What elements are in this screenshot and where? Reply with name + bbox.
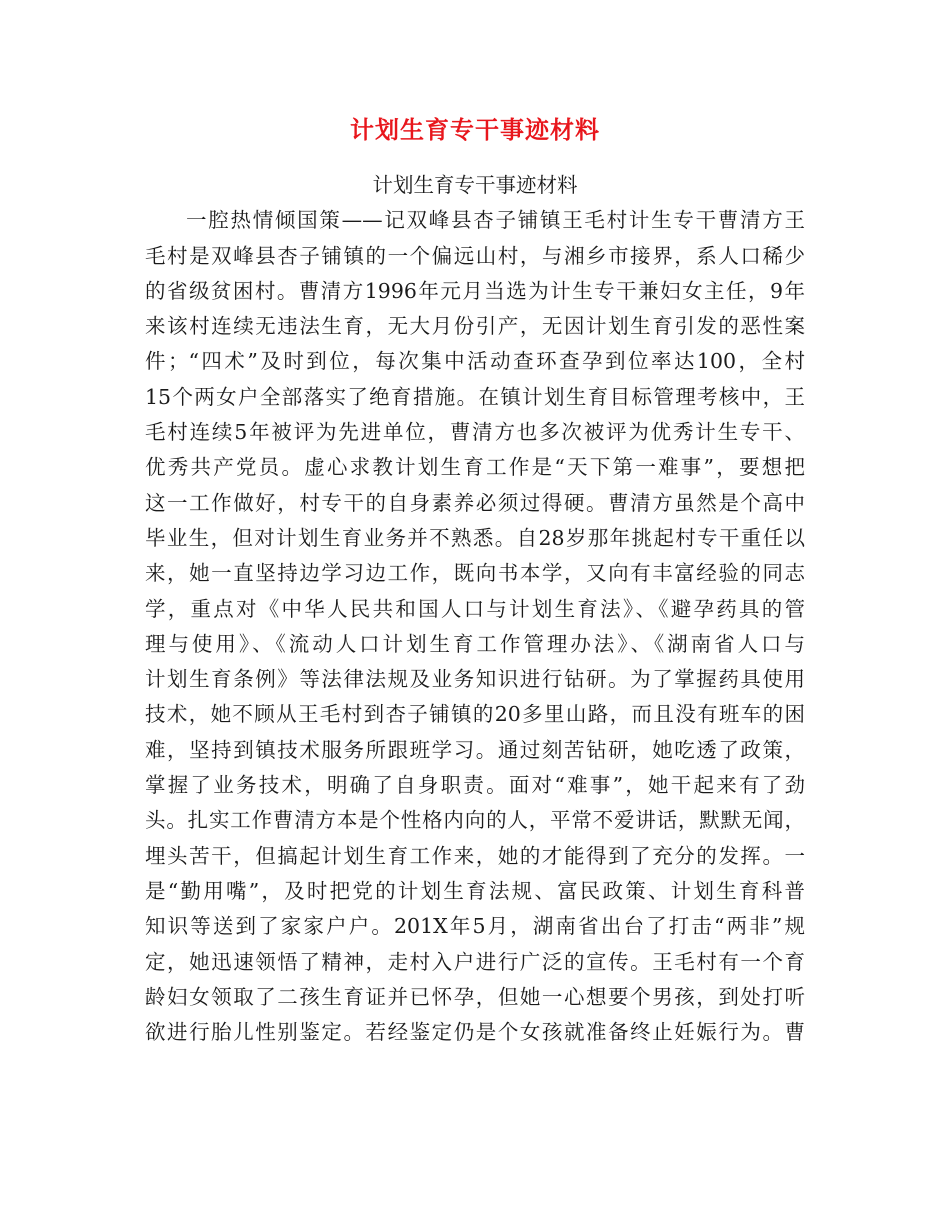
body-line: 15个两女户全部落实了绝育措施。在镇计划生育目标管理考核中，王: [145, 384, 805, 409]
body-line: 知识等送到了家家户户。201X年5月，湖南省出台了打击“两非”规: [145, 914, 805, 939]
body-line: 一腔热情倾国策——记双峰县杏子铺镇王毛村计生专干曹清方王: [186, 208, 805, 233]
body-line: 难，坚持到镇技术服务所跟班学习。通过刻苦钻研，她吃透了政策，: [145, 737, 805, 762]
body-line: 定，她迅速领悟了精神，走村入户进行广泛的宣传。王毛村有一个育: [145, 949, 805, 974]
document-title: 计划生育专干事迹材料: [350, 115, 600, 144]
body-line: 来，她一直坚持边学习边工作，既向书本学，又向有丰富经验的同志: [145, 561, 805, 586]
body-line: 埋头苦干，但搞起计划生育工作来，她的才能得到了充分的发挥。一: [145, 843, 805, 868]
body-line: 技术，她不顾从王毛村到杏子铺镇的20多里山路，而且没有班车的困: [145, 702, 805, 727]
body-line: 头。扎实工作曹清方本是个性格内向的人，平常不爱讲话，默默无闻，: [145, 808, 805, 833]
body-line: 欲进行胎儿性别鉴定。若经鉴定仍是个女孩就准备终止妊娠行为。曹: [145, 1020, 805, 1045]
body-line: 这一工作做好，村专干的自身素养必须过得硬。曹清方虽然是个高中: [145, 490, 805, 515]
body-line: 龄妇女领取了二孩生育证并已怀孕，但她一心想要个男孩，到处打听: [145, 984, 805, 1009]
body-line: 计划生育条例》等法律法规及业务知识进行钻研。为了掌握药具使用: [145, 667, 805, 692]
body-line: 毛村是双峰县杏子铺镇的一个偏远山村，与湘乡市接界，系人口稀少: [145, 243, 805, 268]
body-line: 的省级贫困村。曹清方1996年元月当选为计生专干兼妇女主任，9年: [145, 278, 805, 303]
body-line: 是“勤用嘴”，及时把党的计划生育法规、富民政策、计划生育科普: [145, 878, 805, 903]
body-line: 件；“四术”及时到位，每次集中活动查环查孕到位率达100，全村: [145, 349, 805, 374]
body-line: 优秀共产党员。虚心求教计划生育工作是“天下第一难事”，要想把: [145, 455, 805, 480]
body-line: 学，重点对《中华人民共和国人口与计划生育法》、《避孕药具的管: [145, 596, 805, 621]
body-line: 毕业生，但对计划生育业务并不熟悉。自28岁那年挑起村专干重任以: [145, 525, 805, 550]
body-line: 理与使用》、《流动人口计划生育工作管理办法》、《湖南省人口与: [145, 631, 805, 656]
body-subtitle: 计划生育专干事迹材料: [372, 173, 578, 197]
body-line: 来该村连续无违法生育，无大月份引产，无因计划生育引发的恶性案: [145, 314, 805, 339]
document-body: [145, 168, 805, 1050]
body-line: 毛村连续5年被评为先进单位，曹清方也多次被评为优秀计生专干、: [145, 420, 805, 445]
body-line: 掌握了业务技术，明确了自身职责。面对“难事”，她干起来有了劲: [145, 773, 805, 798]
